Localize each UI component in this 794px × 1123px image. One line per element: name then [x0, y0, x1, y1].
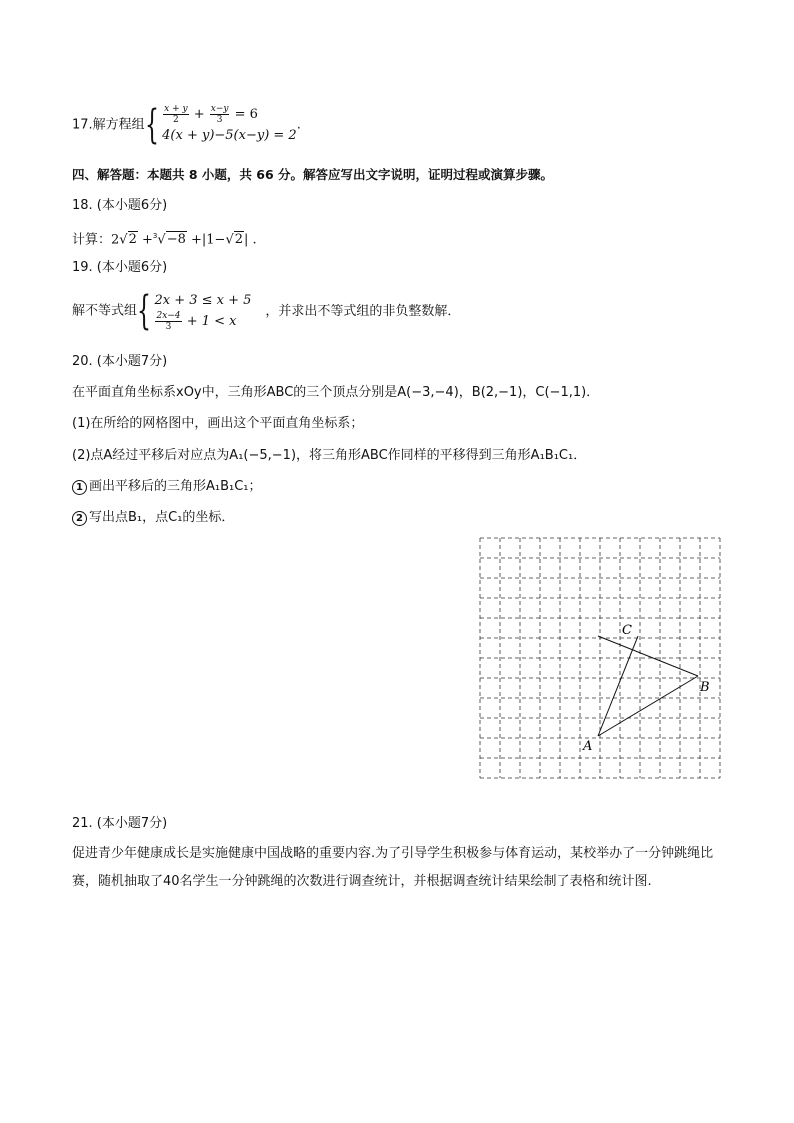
- q20-line2: (1)在所给的网格图中，画出这个平面直角坐标系；: [72, 416, 364, 431]
- q19-ineq1: 2x + 3 ≤ x + 5: [154, 293, 252, 308]
- q17-label: 17.解方程组: [72, 117, 145, 133]
- q18-prefix: 计算：: [72, 232, 112, 248]
- section-heading: 四、解答题：本题共 8 小题，共 66 分。解答应写出文字说明，证明过程或演算步骤。: [72, 167, 554, 182]
- triangle-side-bc: [598, 636, 638, 736]
- q19-inequality-system: [72, 290, 460, 332]
- q19-prefix: 解不等式组: [72, 303, 138, 319]
- q17-frac1: $\frac{x + y}{2}$: [164, 104, 188, 125]
- q17-eq2: 4(x + y)−5(x−y) = 2: [162, 128, 297, 143]
- triangle-side-ab: [598, 676, 698, 736]
- triangle-side-ca: [598, 636, 698, 676]
- q19-suffix: ，并求出不等式组的非负整数解．: [265, 303, 461, 319]
- q20-header: 20. (本小题7分): [72, 354, 168, 369]
- q17-eq1: $\frac{x + y}{2}$ + $\frac{x-y}{3}$ = 6: [164, 104, 258, 125]
- q17-frac2: $\frac{x-y}{3}$: [210, 104, 229, 125]
- coordinate-grid-figure: [478, 536, 722, 780]
- q18-expression: 计算：2√2 +$^3$√−8 +|1−√2| .: [72, 232, 257, 248]
- q19-header: 19. (本小题6分): [72, 260, 168, 275]
- q19-ineq2: $\frac{2x-4}{3}$ + 1 < x: [156, 311, 237, 332]
- q17-period: .: [296, 117, 301, 133]
- circled-number-2: 2: [72, 511, 87, 526]
- left-brace: {: [137, 288, 152, 334]
- q21-header: 21. (本小题7分): [72, 816, 168, 831]
- vertex-label-a: A: [583, 739, 593, 754]
- left-brace: {: [144, 102, 159, 148]
- q20-line1: 在平面直角坐标系xOy中，三角形ABC的三个顶点分别是A(−3,−4)，B(2,−1)，C(−1,1)．: [72, 385, 600, 400]
- q20-sub2: 2 写出点B₁，点C₁的坐标．: [72, 508, 234, 528]
- q20-sub1: 1 画出平移后的三角形A₁B₁C₁；: [72, 477, 262, 497]
- vertex-label-b: B: [700, 680, 710, 695]
- q17-equation-system: [72, 104, 301, 146]
- q18-header: 18. (本小题6分): [72, 198, 168, 213]
- q19-frac: $\frac{2x-4}{3}$: [156, 311, 181, 332]
- q20-line3: (2)点A经过平移后对应点为A₁(−5,−1)，将三角形ABC作同样的平移得到三角形A₁B₁C₁．: [72, 448, 587, 463]
- q17-system-rows: [162, 104, 297, 146]
- circled-number-1: 1: [72, 480, 87, 495]
- grid-lines: [480, 538, 720, 778]
- vertex-label-c: C: [622, 623, 632, 638]
- q19-system-rows: [154, 290, 251, 332]
- q21-paragraph: 促进青少年健康成长是实施健康中国战略的重要内容.为了引导学生积极参与体育运动，某校举办了一分钟跳绳比赛，随机抽取了40名学生一分钟跳绳的次数进行调查统计，并根据调查统计结果绘制了表格和统计图.: [72, 846, 714, 889]
